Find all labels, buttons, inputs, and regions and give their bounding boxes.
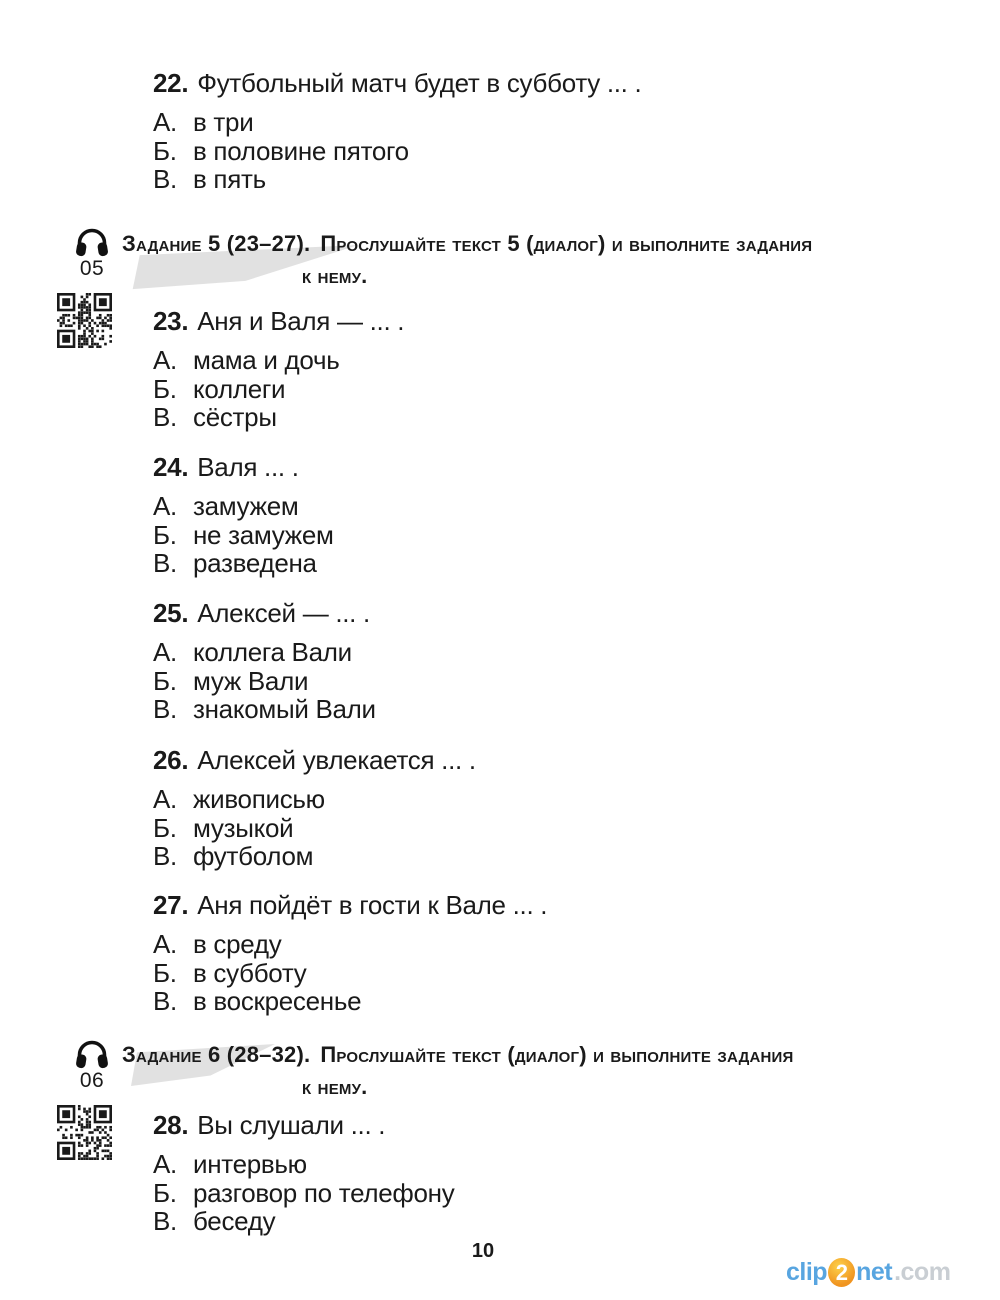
option-letter: А. xyxy=(153,345,177,375)
option-letter: Б. xyxy=(153,519,177,550)
question-number: 22. xyxy=(153,68,189,98)
question-text: Валя ... . xyxy=(197,452,299,482)
task-header-5 xyxy=(122,229,892,291)
question-block-23 xyxy=(153,306,404,432)
option-letter: А. xyxy=(153,1149,177,1179)
question-text: Аня и Валя — ... . xyxy=(197,306,405,336)
watermark-2-badge xyxy=(828,1258,855,1287)
task-header-6 xyxy=(122,1040,892,1102)
option-letter: Б. xyxy=(153,1177,177,1208)
option-text: разговор по телефону xyxy=(193,1177,455,1208)
qr-code xyxy=(57,1105,112,1160)
option-letter: Б. xyxy=(153,812,177,843)
option-letter: Б. xyxy=(153,135,177,166)
task-title: Задание 6 (28–32). xyxy=(122,1042,311,1067)
question-number: 25. xyxy=(153,598,189,628)
question-text: Вы слушали ... . xyxy=(197,1110,386,1140)
option-letter: А. xyxy=(153,784,177,814)
option-text: в среду xyxy=(193,929,282,959)
question-block-24 xyxy=(153,452,334,578)
option-text: беседу xyxy=(193,1206,276,1236)
option-text: знакомый Вали xyxy=(193,694,376,724)
watermark-com: .com xyxy=(894,1258,951,1286)
option-text: замужем xyxy=(193,491,299,521)
question-number: 28. xyxy=(153,1110,189,1140)
option-letter: В. xyxy=(153,402,177,432)
option-text: в три xyxy=(193,107,254,137)
audio-track-5 xyxy=(70,226,114,281)
question-block-26 xyxy=(153,745,476,871)
question-text: Аня пойдёт в гости к Вале ... . xyxy=(197,890,548,920)
option-letter: Б. xyxy=(153,957,177,988)
task-instruction: Прослушайте текст (диалог) и выполните задания xyxy=(320,1042,794,1067)
question-number: 26. xyxy=(153,745,189,775)
task-instruction-cont: к нему. xyxy=(302,1074,368,1099)
question-text: Алексей увлекается ... . xyxy=(197,745,476,775)
option-text: в воскресенье xyxy=(193,986,362,1016)
question-text: Алексей — ... . xyxy=(197,598,370,628)
question-number: 23. xyxy=(153,306,189,336)
option-text: в половине пятого xyxy=(193,135,409,166)
option-letter: В. xyxy=(153,1206,177,1236)
option-text: не замужем xyxy=(193,519,334,550)
question-block-27 xyxy=(153,890,547,1016)
option-text: муж Вали xyxy=(193,665,309,696)
question-number: 24. xyxy=(153,452,189,482)
page-number: 10 xyxy=(471,1240,495,1262)
option-letter: Б. xyxy=(153,373,177,404)
option-text: в субботу xyxy=(193,957,307,988)
qr-code xyxy=(57,293,112,348)
option-text: музыкой xyxy=(193,812,294,843)
task-instruction: Прослушайте текст 5 (диалог) и выполните задания xyxy=(320,231,813,256)
watermark-clip: clip xyxy=(786,1258,828,1286)
clip2net-watermark xyxy=(786,1258,950,1287)
audio-track-6 xyxy=(70,1038,114,1093)
headphones-icon xyxy=(74,226,110,257)
option-letter: А. xyxy=(153,637,177,667)
audio-track-number: 05 xyxy=(79,257,105,280)
option-text: разведена xyxy=(193,548,317,578)
question-number: 27. xyxy=(153,890,189,920)
option-letter: В. xyxy=(153,841,177,871)
option-letter: Б. xyxy=(153,665,177,696)
option-letter: А. xyxy=(153,929,177,959)
question-block-28 xyxy=(153,1110,454,1236)
question-block-22 xyxy=(153,68,641,194)
option-text: живописью xyxy=(193,784,325,814)
watermark-net: net xyxy=(856,1258,893,1286)
question-block-25 xyxy=(153,598,376,724)
option-text: мама и дочь xyxy=(193,345,340,375)
option-letter: А. xyxy=(153,107,177,137)
question-text: Футбольный матч будет в субботу ... . xyxy=(197,68,642,98)
option-text: коллеги xyxy=(193,373,286,404)
option-text: интервью xyxy=(193,1149,307,1179)
option-letter: В. xyxy=(153,164,177,194)
option-text: коллега Вали xyxy=(193,637,352,667)
task-instruction-cont: к нему. xyxy=(302,263,368,288)
option-letter: В. xyxy=(153,694,177,724)
option-text: сёстры xyxy=(193,402,277,432)
headphones-icon xyxy=(74,1038,110,1069)
option-letter: В. xyxy=(153,548,177,578)
watermark-2: 2 xyxy=(835,1260,848,1285)
task-title: Задание 5 (23–27). xyxy=(122,231,311,256)
option-letter: А. xyxy=(153,491,177,521)
option-text: футболом xyxy=(193,841,314,871)
option-text: в пять xyxy=(193,164,266,194)
audio-track-number: 06 xyxy=(79,1069,105,1092)
option-letter: В. xyxy=(153,986,177,1016)
